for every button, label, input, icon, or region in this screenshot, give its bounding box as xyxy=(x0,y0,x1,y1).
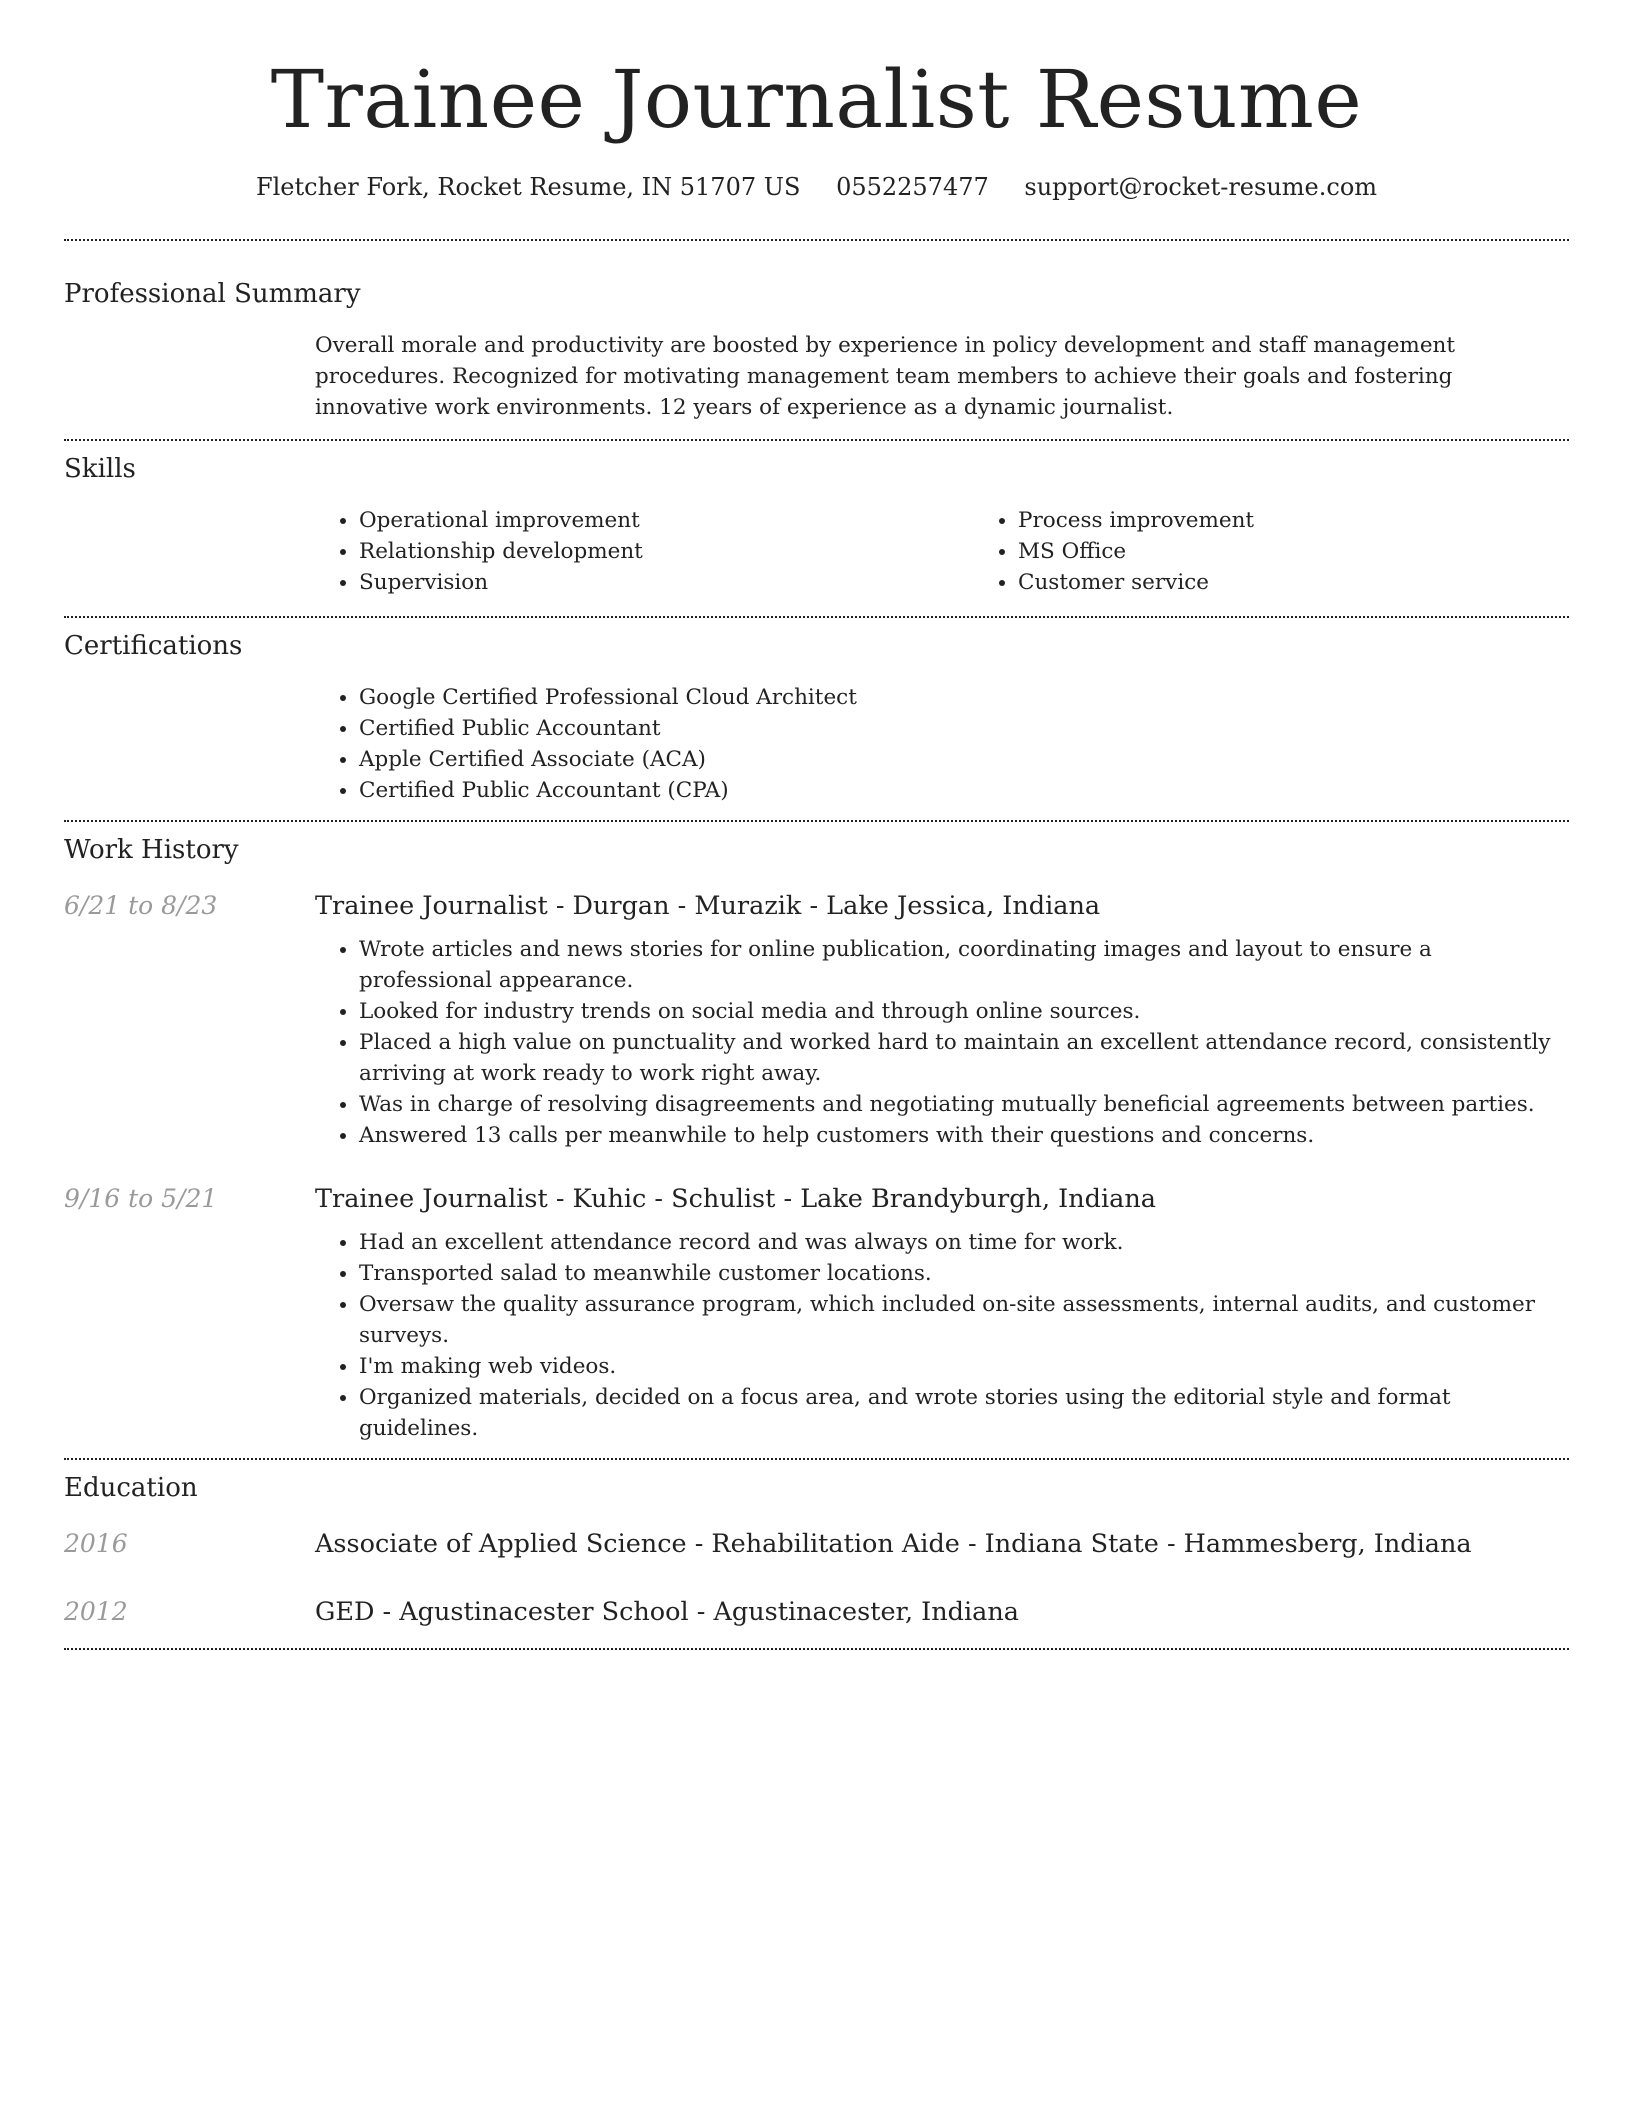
job-duty: • Wrote articles and news stories for online publication, coordinating images and layout to ensure a professional appearance. xyxy=(359,934,1569,996)
job-dates: 6/21 to 8/23 xyxy=(64,891,218,920)
education-entry xyxy=(64,1594,1569,1630)
skill-item: • Supervision xyxy=(359,567,974,598)
skill-item: • Customer service xyxy=(1018,567,1632,598)
certifications-heading: Certifications xyxy=(64,631,243,661)
job-title: Trainee Journalist - Kuhic - Schulist - Lake Brandyburgh, Indiana xyxy=(315,1184,1156,1214)
resume-title: Trainee Journalist Resume xyxy=(270,53,1363,146)
education-section xyxy=(64,1460,1569,1630)
education-year: 2016 xyxy=(64,1529,128,1558)
skills-list-right xyxy=(974,505,1632,598)
skill-item: • Relationship development xyxy=(359,536,974,567)
job-dates: 9/16 to 5/21 xyxy=(64,1184,218,1213)
education-entry xyxy=(64,1526,1569,1562)
job-entry xyxy=(64,888,1569,1151)
job-entry xyxy=(64,1181,1569,1444)
work-section xyxy=(64,822,1569,1444)
summary-text: Overall morale and productivity are boosted by experience in policy development and staff management procedures. Recognized for motivating management team members to achieve their goals and fostering innovative work environments. 12 years of experience as a dynamic journalist. xyxy=(315,333,1456,420)
contact-email: support@rocket-resume.com xyxy=(1024,173,1378,201)
job-duty: • I'm making web videos. xyxy=(359,1351,1569,1382)
summary-section xyxy=(64,241,1569,423)
certification-item: • Apple Certified Associate (ACA) xyxy=(359,744,1569,775)
contact-phone: 0552257477 xyxy=(836,173,989,201)
skill-item: • Operational improvement xyxy=(359,505,974,536)
education-heading: Education xyxy=(64,1473,198,1503)
job-duty: • Was in charge of resolving disagreements and negotiating mutually beneficial agreements between parties. xyxy=(359,1089,1569,1120)
job-duty: • Had an excellent attendance record and was always on time for work. xyxy=(359,1227,1569,1258)
contact-line xyxy=(64,170,1569,204)
certification-item: • Certified Public Accountant (CPA) xyxy=(359,775,1569,806)
job-duty: • Placed a high value on punctuality and worked hard to maintain an excellent attendance record, consistently arriving at work ready to work right away. xyxy=(359,1027,1569,1089)
certifications-section xyxy=(64,618,1569,806)
education-year: 2012 xyxy=(64,1597,128,1626)
job-title: Trainee Journalist - Durgan - Murazik - Lake Jessica, Indiana xyxy=(315,891,1101,921)
job-duties xyxy=(315,934,1569,1151)
job-duty: • Looked for industry trends on social media and through online sources. xyxy=(359,996,1569,1027)
skills-section xyxy=(64,441,1569,598)
certification-item: • Certified Public Accountant xyxy=(359,713,1569,744)
education-title: GED - Agustinacester School - Agustinacester, Indiana xyxy=(315,1597,1019,1627)
skill-item: • Process improvement xyxy=(1018,505,1632,536)
certifications-list xyxy=(315,682,1569,806)
divider xyxy=(64,1648,1569,1650)
summary-heading: Professional Summary xyxy=(64,279,361,309)
contact-address: Fletcher Fork, Rocket Resume, IN 51707 US xyxy=(255,173,801,201)
job-duty: • Organized materials, decided on a focus area, and wrote stories using the editorial style and format guidelines. xyxy=(359,1382,1569,1444)
job-duty: • Answered 13 calls per meanwhile to help customers with their questions and concerns. xyxy=(359,1120,1569,1151)
education-title: Associate of Applied Science - Rehabilitation Aide - Indiana State - Hammesberg, Indiana xyxy=(315,1529,1472,1559)
resume-page xyxy=(64,0,1569,1650)
skills-list-left xyxy=(315,505,974,598)
work-heading: Work History xyxy=(64,835,239,865)
certification-item: • Google Certified Professional Cloud Architect xyxy=(359,682,1569,713)
skill-item: • MS Office xyxy=(1018,536,1632,567)
job-duty: • Oversaw the quality assurance program, which included on-site assessments, internal audits, and customer surveys. xyxy=(359,1289,1569,1351)
job-duty: • Transported salad to meanwhile customer locations. xyxy=(359,1258,1569,1289)
job-duties xyxy=(315,1227,1569,1444)
skills-heading: Skills xyxy=(64,454,136,484)
